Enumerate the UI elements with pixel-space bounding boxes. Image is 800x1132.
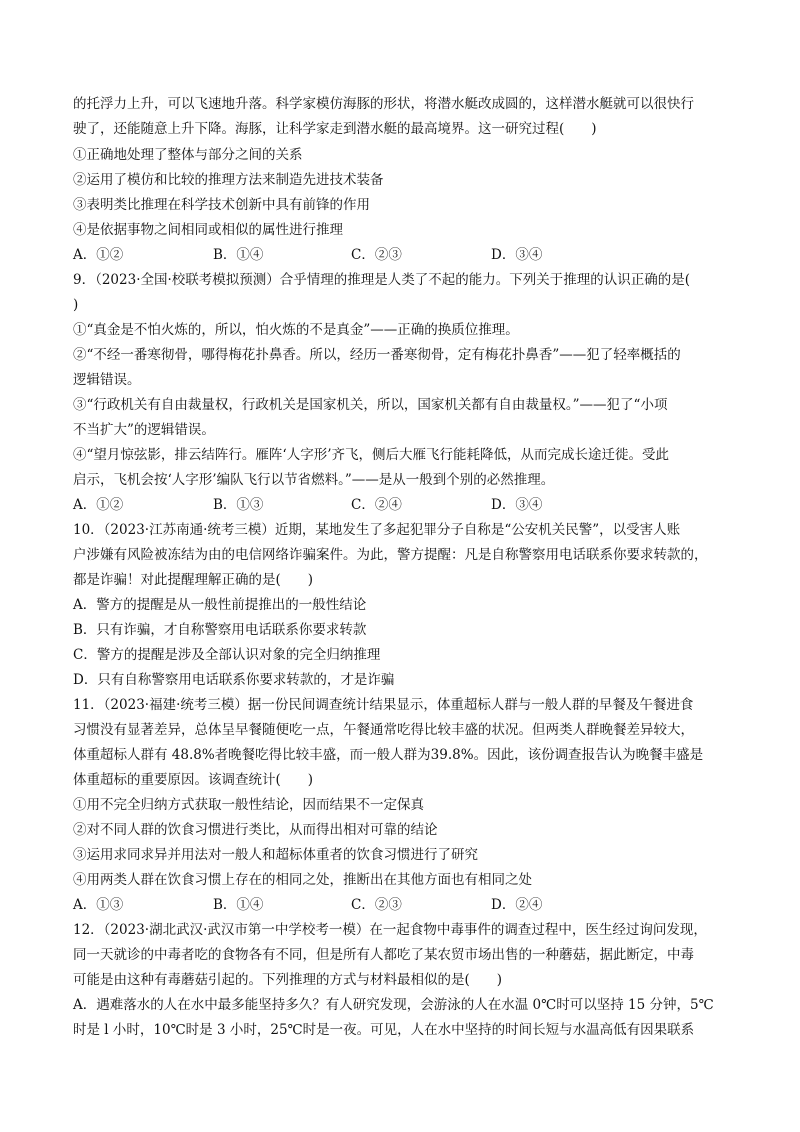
q12-stem: 同一天就诊的中毒者吃的食物各有不同，但是所有人都吃了某农贸市场出售的一种蘑菇，据此断定，中毒: [73, 947, 694, 963]
option-a[interactable]: A．①②: [73, 247, 124, 263]
q8-line: 驶了，还能随意上升下降。海豚，让科学家走到潜水艇的最高境界。这一研究过程( ): [73, 121, 597, 137]
q12-stem: 可能是由这种有毒蘑菇引起的。下列推理的方式与材料最相似的是( ): [73, 972, 503, 988]
option-a[interactable]: A．遇难落水的人在水中最多能坚持多久？有人研究发现，会游泳的人在水温 0℃时可以坚持 15 分钟，5℃: [73, 997, 714, 1013]
q11-stem: 体重超标人群有 48.8%者晚餐吃得比较丰盛，而一般人群为39.8%。因此，该份调查报告认为晚餐丰盛是: [73, 747, 704, 763]
q10-stem: 都是诈骗！对此提醒理解正确的是( ): [73, 572, 314, 588]
option-d[interactable]: D．③④: [491, 497, 543, 513]
option-b[interactable]: B．①③: [213, 497, 264, 513]
option-a[interactable]: A．警方的提醒是从一般性前提推出的一般性结论: [73, 597, 367, 613]
q11-item: ①用不完全归纳方式获取一般性结论，因而结果不一定保真: [73, 797, 424, 813]
q10-stem: 10．（2023·江苏南通·统考三模）近期，某地发生了多起犯罪分子自称是“公安机关民警”，以受害人账: [73, 522, 681, 538]
option-c[interactable]: C．②③: [351, 897, 402, 913]
q9-options: [73, 495, 733, 515]
q9-item: ④“望月惊弦影，排云结阵行。雁阵‘人字形’齐飞，侧后大雁飞行能耗降低，从而完成长途迁徙。受此: [73, 447, 669, 463]
q11-options: [73, 895, 733, 915]
q9-item: 不当扩大”的逻辑错误。: [73, 422, 215, 438]
q9-item: 启示，飞机会按‘人字形’编队飞行以节省燃料。”——是从一般到个别的必然推理。: [73, 472, 555, 488]
q11-stem: 体重超标的重要原因。该调查统计( ): [73, 772, 314, 788]
q8-options: [73, 245, 733, 265]
option-c[interactable]: C．②④: [351, 497, 402, 513]
q9-item: 逻辑错误。: [73, 372, 141, 388]
option-d[interactable]: D．③④: [491, 247, 543, 263]
option-d[interactable]: D．②④: [491, 897, 543, 913]
option-c[interactable]: C．②③: [351, 247, 402, 263]
q8-item: ④是依据事物之间相同或相似的属性进行推理: [73, 222, 343, 238]
q8-item: ①正确地处理了整体与部分之间的关系: [73, 147, 303, 163]
option-b[interactable]: B．①④: [213, 897, 264, 913]
q12-stem: 12．（2023·湖北武汉·武汉市第一中学校考一模）在一起食物中毒事件的调查过程中，医生经过询问发现，: [73, 922, 707, 938]
q10-stem: 户涉嫌有风险被冻结为由的电信网络诈骗案件。为此，警方提醒：凡是自称警察用电话联系你要求转款的，: [73, 547, 708, 563]
q11-stem: 11．（2023·福建·统考三模）据一份民间调查统计结果显示，体重超标人群与一般人群的早餐及午餐进食: [73, 697, 694, 713]
q9-stem: ): [73, 297, 79, 313]
option-c[interactable]: C．警方的提醒是涉及全部认识对象的完全归纳推理: [73, 647, 381, 663]
q9-item: ③“行政机关有自由裁量权，行政机关是国家机关，所以，国家机关都有自由裁量权。”——犯了“小项: [73, 397, 668, 413]
q8-item: ②运用了模仿和比较的推理方法来制造先进技术装备: [73, 172, 384, 188]
option-b[interactable]: B．只有诈骗，才自称警察用电话联系你要求转款: [73, 622, 367, 638]
q11-item: ②对不同人群的饮食习惯进行类比，从而得出相对可靠的结论: [73, 822, 438, 838]
q8-line: 的托浮力上升，可以飞速地升落。科学家模仿海豚的形状，将潜水艇改成圆的，这样潜水艇就可以很快行: [73, 96, 694, 112]
option-a[interactable]: A．①②: [73, 497, 124, 513]
q9-item: ①“真金是不怕火炼的，所以，怕火炼的不是真金”——正确的换质位推理。: [73, 322, 519, 338]
q8-item: ③表明类比推理在科学技术创新中具有前锋的作用: [73, 197, 370, 213]
q9-stem: 9．（2023·全国·校联考模拟预测）合乎情理的推理是人类了不起的能力。下列关于推理的认识正确的是(: [73, 272, 691, 288]
option-b[interactable]: B．①④: [213, 247, 264, 263]
q9-item: ②“不经一番寒彻骨，哪得梅花扑鼻香。所以，经历一番寒彻骨，定有梅花扑鼻香”——犯了轻率概括的: [73, 347, 681, 363]
q11-stem: 习惯没有显著差异，总体呈早餐随便吃一点，午餐通常吃得比较丰盛的状况。但两类人群晚餐差异较大，: [73, 722, 694, 738]
option-a-continued: 时是 l 小时，10℃时是 3 小时，25℃时是一夜。可见，人在水中坚持的时间长短与水温高低有因果联系: [73, 1022, 695, 1038]
option-d[interactable]: D．只有自称警察用电话联系你要求转款的，才是诈骗: [73, 672, 395, 688]
q11-item: ④用两类人群在饮食习惯上存在的相同之处，推断出在其他方面也有相同之处: [73, 872, 532, 888]
option-a[interactable]: A．①③: [73, 897, 124, 913]
q11-item: ③运用求同求异并用法对一般人和超标体重者的饮食习惯进行了研究: [73, 847, 478, 863]
